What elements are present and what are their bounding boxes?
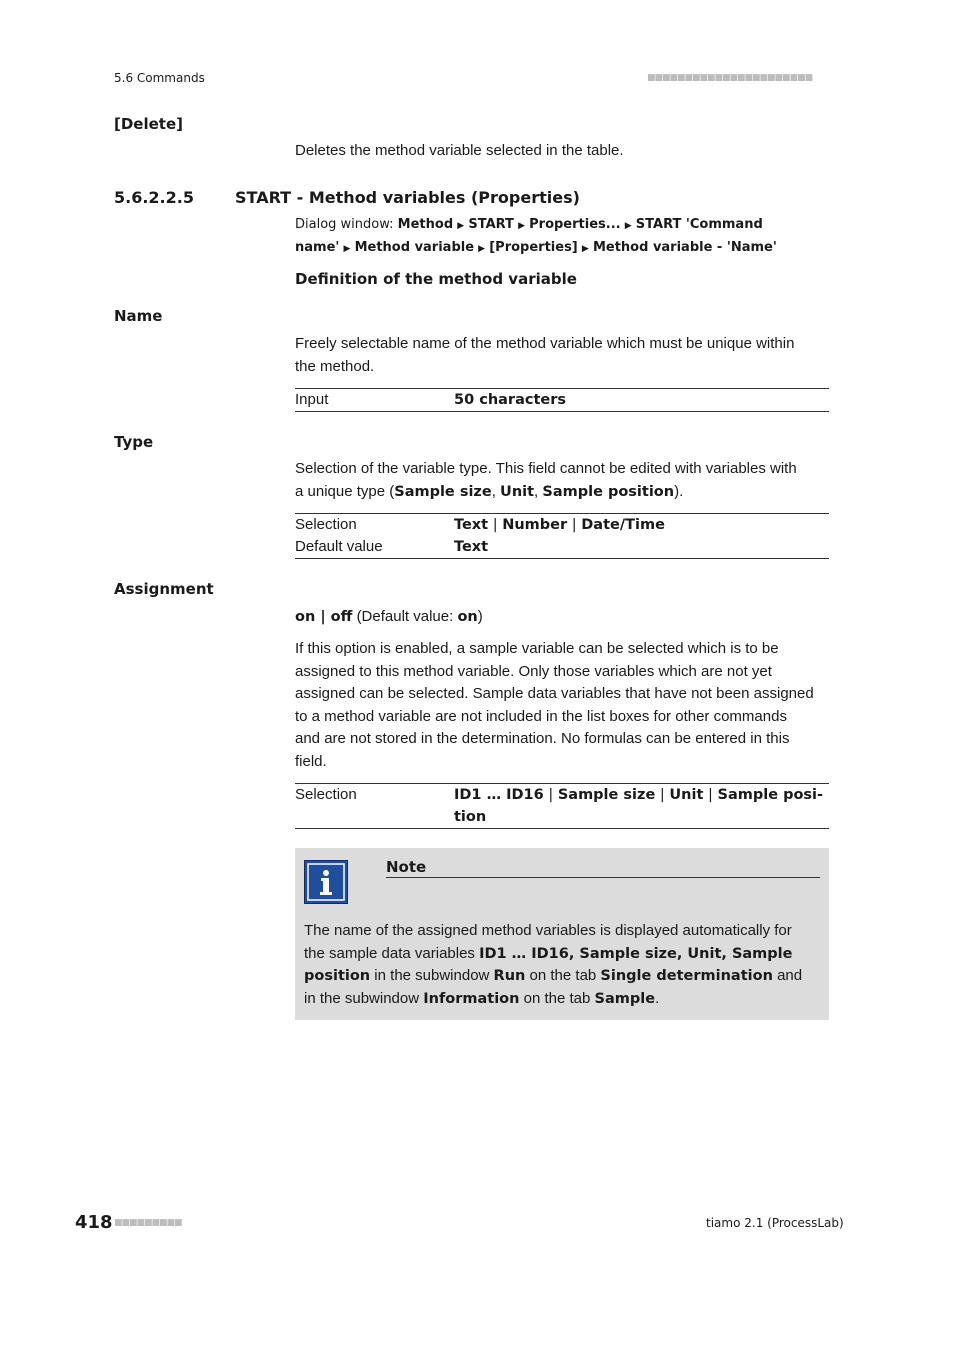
page-number: 418 (75, 1212, 113, 1233)
assignment-options: on | off (Default value: on) (295, 608, 483, 625)
param-key: Default value (295, 538, 383, 555)
path-properties: Properties... (529, 217, 621, 232)
dialog-prefix: Dialog window: (295, 217, 394, 232)
param-key: Input (295, 391, 329, 408)
delete-description: Deletes the method variable selected in the table. (295, 142, 624, 159)
running-header-section: 5.6 Commands (114, 71, 205, 85)
section-number: 5.6.2.2.5 (114, 188, 194, 207)
param-value: 50 characters (454, 392, 567, 408)
path-method: Method (397, 217, 454, 232)
name-term: Name (114, 307, 163, 325)
type-param-table (295, 513, 829, 559)
path-arrow-icon: ▶ (343, 244, 351, 254)
note-title: Note (386, 858, 820, 878)
footer-product: tiamo 2.1 (ProcessLab) (706, 1216, 844, 1230)
info-icon-glyph (305, 861, 347, 903)
param-value: ID1 … ID16 | Sample size | Unit | Sample posi- tion (454, 787, 824, 825)
section-title: START - Method variables (Properties) (235, 188, 580, 207)
table-row (295, 514, 829, 537)
dialog-path-line-2 (295, 237, 829, 260)
table-row (295, 389, 829, 412)
assignment-desc-line: and are not stored in the determination. No formulas can be entered in this (295, 730, 790, 747)
note-box (295, 848, 829, 1020)
path-arrow-icon: ▶ (457, 221, 465, 231)
type-desc-line: Selection of the variable type. This field cannot be edited with variables with (295, 460, 797, 477)
path-start-command-cont: name' (295, 240, 340, 255)
param-value: Text | Number | Date/Time (454, 517, 665, 533)
name-param-table (295, 388, 829, 412)
assignment-desc-line: field. (295, 752, 327, 770)
path-properties-bracket: [Properties] (489, 240, 578, 255)
path-arrow-icon: ▶ (478, 244, 486, 254)
dialog-path (295, 214, 829, 260)
assignment-description (295, 638, 835, 773)
assignment-term: Assignment (114, 580, 214, 598)
path-method-variable: Method variable (354, 240, 475, 255)
assignment-param-table (295, 783, 829, 829)
info-icon (304, 860, 348, 904)
table-row (295, 536, 829, 559)
path-arrow-icon: ▶ (518, 221, 525, 231)
assignment-desc-line: assigned can be selected. Sample data variables that have not been assigned (295, 685, 814, 702)
assignment-desc-line: to a method variable are not included in the list boxes for other commands (295, 707, 787, 725)
path-arrow-icon: ▶ (624, 221, 632, 231)
type-description (295, 458, 835, 503)
assignment-desc-line: assigned to this method variable. Only those variables which are not yet (295, 662, 772, 680)
path-arrow-icon: ▶ (581, 244, 589, 254)
path-method-variable-name: Method variable - 'Name' (592, 240, 777, 255)
name-desc-line: the method. (295, 357, 375, 375)
delete-term: [Delete] (114, 115, 183, 133)
type-term: Type (114, 433, 154, 451)
path-start: START (468, 217, 514, 232)
footer-dots: ■■■■■■■■■ (114, 1218, 182, 1228)
dialog-path-line-1 (295, 214, 829, 237)
type-desc-line: a unique type (Sample size, Unit, Sample position). (295, 482, 684, 500)
param-value: Text (454, 539, 489, 555)
name-description (295, 333, 829, 378)
path-start-command: START 'Command (635, 217, 763, 232)
param-key: Selection (295, 516, 357, 533)
note-text: The name of the assigned method variables is displayed automatically for the sample data variables ID1 … ID16, Sample size, Unit, Sample position in the subwindow Run on the tab Single determination and in the subwindow Information on the tab Sample. (304, 922, 803, 1007)
running-header-dots: ■■■■■■■■■■■■■■■■■■■■■■ (647, 73, 813, 83)
table-row (295, 784, 829, 829)
name-desc-line: Freely selectable name of the method variable which must be unique within (295, 335, 795, 352)
param-key: Selection (295, 786, 357, 803)
definition-heading: Definition of the method variable (295, 270, 577, 288)
assignment-desc-line: If this option is enabled, a sample variable can be selected which is to be (295, 640, 779, 657)
